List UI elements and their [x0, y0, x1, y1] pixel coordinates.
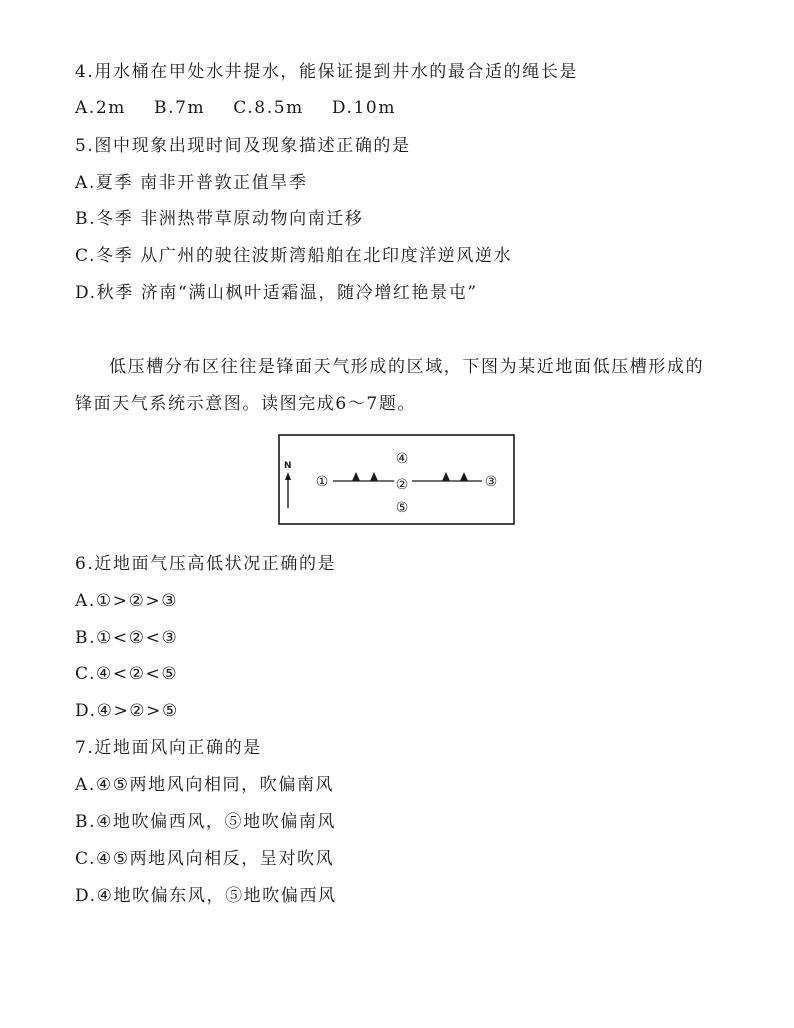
intro-text: 低压槽分布区往往是锋面天气形成的区域，下图为某近地面低压槽形成的锋面天气系统示意图。读图完成6～7题。 — [75, 357, 705, 414]
point-2-label: ② — [395, 477, 409, 493]
question-4-stem: 4.用水桶在甲处水井提水，能保证提到井水的最合适的绳长是 — [75, 62, 579, 82]
question-6-option-c: C.④<②<⑤ — [75, 664, 179, 684]
front-diagram — [278, 434, 516, 526]
intro-paragraph — [75, 349, 715, 423]
question-5-stem: 5.图中现象出现时间及现象描述正确的是 — [75, 136, 411, 156]
question-5-option-a: A.夏季 南非开普敦正值旱季 — [75, 173, 308, 193]
north-label: N — [284, 461, 292, 471]
point-4-label: ④ — [395, 451, 409, 467]
question-6-option-a: A.①>②>③ — [75, 591, 179, 611]
point-3-label: ③ — [484, 474, 498, 490]
question-5-option-d: D.秋季 济南“满山枫叶适霜温，随冷增红艳景屯” — [75, 283, 478, 303]
point-1-label: ① — [315, 474, 329, 490]
point-5-label: ⑤ — [395, 500, 409, 516]
question-7-option-d: D.④地吹偏东风，⑤地吹偏西风 — [75, 886, 337, 906]
question-5-option-b: B.冬季 非洲热带草原动物向南迁移 — [75, 209, 364, 229]
question-4-options: A.2m B.7m C.8.5m D.10m — [75, 98, 397, 118]
question-7-option-a: A.④⑤两地风向相同，吹偏南风 — [75, 775, 335, 795]
question-6-stem: 6.近地面气压高低状况正确的是 — [75, 554, 337, 574]
question-6-option-b: B.①<②<③ — [75, 628, 179, 648]
question-5-option-c: C.冬季 从广州的驶往波斯湾船舶在北印度洋逆风逆水 — [75, 246, 513, 266]
question-6-option-d: D.④>②>⑤ — [75, 701, 179, 721]
front-diagram-svg — [278, 434, 516, 526]
question-7-option-b: B.④地吹偏西风，⑤地吹偏南风 — [75, 812, 337, 832]
question-7-stem: 7.近地面风向正确的是 — [75, 738, 262, 758]
question-7-option-c: C.④⑤两地风向相反，呈对吹风 — [75, 849, 335, 869]
